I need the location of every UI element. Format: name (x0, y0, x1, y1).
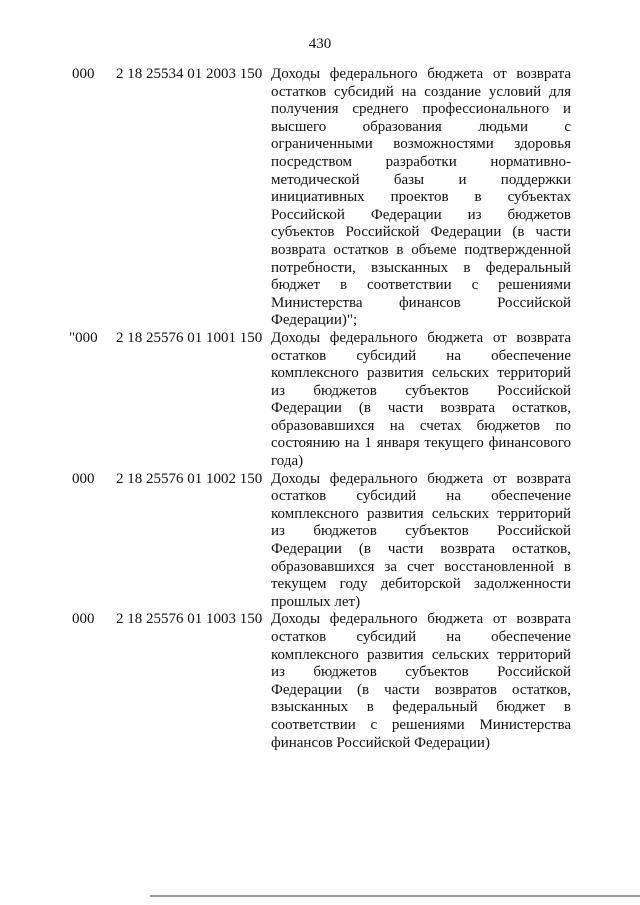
budget-classification-code: 2 18 25576 01 1003 150 (116, 611, 263, 628)
description-line: инициативных проектов в субъектах (271, 189, 571, 206)
description-line: Доходы федерального бюджета от возврата (271, 470, 571, 487)
description-line: Федерации (в части возврата остатков, (271, 400, 571, 417)
description-line: комплексного развития сельских территорий (271, 646, 571, 663)
description-line: ограниченными возможностями здоровья (271, 136, 571, 153)
description-line: методической базы и поддержки (271, 171, 571, 188)
admin-code: 000 (72, 470, 95, 487)
description-line: года) (271, 453, 304, 470)
description-line: Доходы федерального бюджета от возврата (271, 66, 571, 82)
table-row (0, 330, 640, 471)
description-line: остатков субсидий на обеспечение (271, 488, 571, 505)
description-line: из бюджетов субъектов Российской (271, 523, 571, 540)
admin-code: "000 (69, 329, 98, 346)
description-line: комплексного развития сельских территорий (271, 505, 571, 522)
description-line: Российской Федерации из бюджетов (271, 206, 571, 223)
description-line: комплексного развития сельских территорий (271, 365, 571, 382)
description-line: из бюджетов субъектов Российской (271, 382, 571, 399)
page-number: 430 (308, 36, 332, 52)
description-line: образовавшихся на счетах бюджетов по (271, 417, 571, 434)
budget-codes-table (0, 66, 640, 752)
table-row (0, 66, 640, 330)
description-line: остатков субсидий на обеспечение (271, 629, 571, 645)
description-line: финансов Российской Федерации) (271, 734, 490, 751)
description-line: образовавшихся за счет восстановленной в (271, 558, 571, 575)
description-line: прошлых лет) (271, 593, 361, 610)
description-line: потребности, взысканных в федеральный (271, 259, 571, 276)
description-line: возврата остатков в объеме подтвержденной (271, 241, 571, 258)
description-line: остатков субсидий на создание условий для (271, 83, 571, 100)
table-row (0, 471, 640, 612)
description-line: высшего образования людьми с (271, 118, 571, 135)
description-line: взысканных в федеральный бюджет в (271, 699, 571, 716)
description-line: получения среднего профессионального и (271, 101, 571, 118)
description-line: Федерации (в части возврата остатков, (271, 541, 571, 558)
description-line: из бюджетов субъектов Российской (271, 664, 571, 681)
admin-code: 000 (72, 66, 95, 82)
income-description (271, 611, 571, 752)
budget-classification-code: 2 18 25534 01 2003 150 (116, 66, 263, 82)
description-line: субъектов Российской Федерации (в части (271, 224, 571, 241)
description-line: бюджет в соответствии с решениями (271, 277, 571, 294)
budget-classification-code: 2 18 25576 01 1001 150 (116, 329, 263, 346)
description-line: текущем году дебиторской задолженности (271, 576, 571, 593)
income-description (271, 471, 571, 612)
description-line: Министерства финансов Российской (271, 294, 571, 311)
description-line: состоянию на 1 января текущего финансового (271, 435, 571, 452)
description-line: соответствии с решениями Министерства (271, 716, 571, 733)
table-row (0, 611, 640, 752)
description-line: Доходы федерального бюджета от возврата (271, 611, 571, 628)
income-description (271, 66, 571, 330)
description-line: посредством разработки нормативно- (271, 153, 571, 170)
description-line: Доходы федерального бюджета от возврата (271, 329, 571, 346)
description-line: Федерации)"; (271, 312, 358, 329)
admin-code: 000 (72, 611, 95, 628)
scan-edge-line (150, 895, 640, 897)
budget-classification-code: 2 18 25576 01 1002 150 (116, 470, 263, 487)
description-line: Федерации (в части возвратов остатков, (271, 681, 571, 698)
description-line: остатков субсидий на обеспечение (271, 347, 571, 364)
income-description (271, 330, 571, 471)
